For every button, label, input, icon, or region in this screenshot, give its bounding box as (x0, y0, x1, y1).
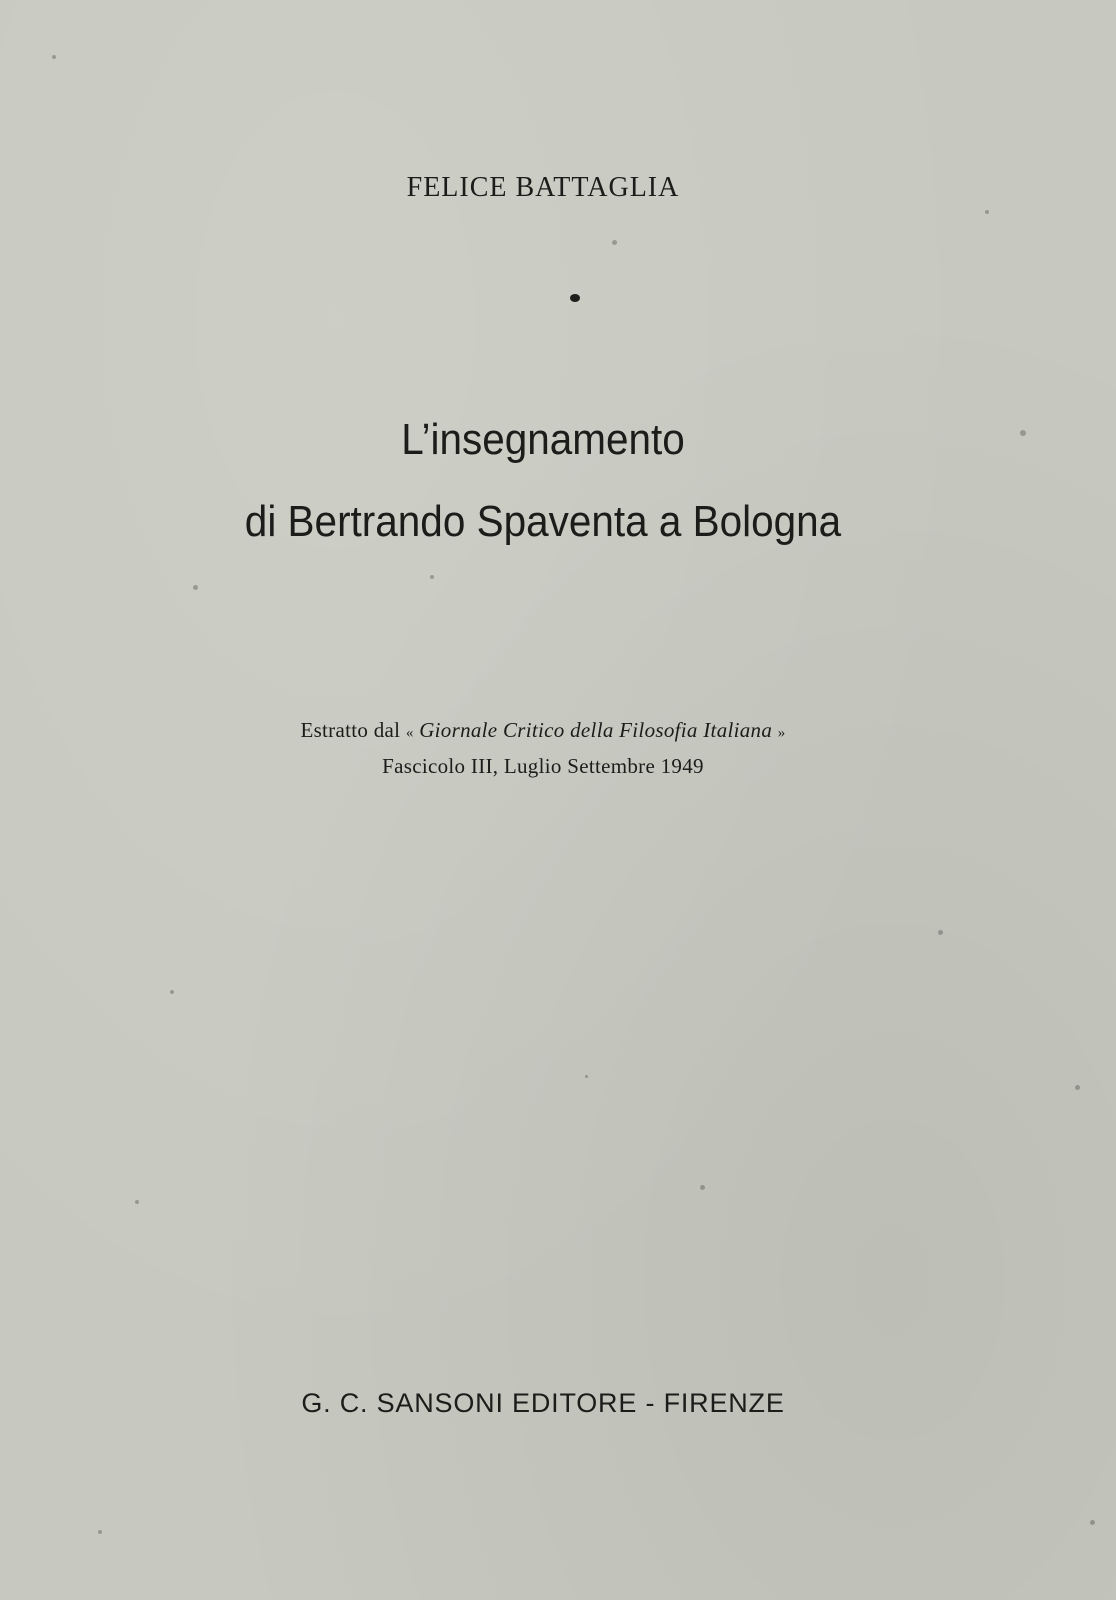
paper-speck (938, 930, 943, 935)
paper-speck (612, 240, 617, 245)
issue-line: Fascicolo III, Luglio Settembre 1949 (382, 754, 704, 778)
paper-speck (985, 210, 989, 214)
extract-line (0, 720, 1086, 741)
journal-name: Giornale Critico della Filosofia Italiana (419, 718, 773, 742)
paper-speck (585, 1075, 588, 1078)
paper-speck (1090, 1520, 1095, 1525)
paper-speck (1075, 1085, 1080, 1090)
close-quote: » (777, 725, 786, 741)
paper-speck (430, 575, 434, 579)
paper-speck (52, 55, 56, 59)
extract-prefix: Estratto dal (300, 718, 401, 742)
paper-speck (170, 990, 174, 994)
publisher-line: G. C. SANSONI EDITORE - FIRENZE (301, 1388, 785, 1418)
title-line-2: di Bertrando Spaventa a Bologna (244, 497, 842, 546)
ornament-dot (570, 294, 580, 302)
paper-speck (135, 1200, 139, 1204)
open-quote: « (405, 725, 414, 741)
paper-speck (193, 585, 198, 590)
title-line-1: L’insegnamento (401, 415, 685, 464)
paper-speck (700, 1185, 705, 1190)
author-name: FELICE BATTAGLIA (406, 172, 680, 203)
paper-speck (98, 1530, 102, 1534)
